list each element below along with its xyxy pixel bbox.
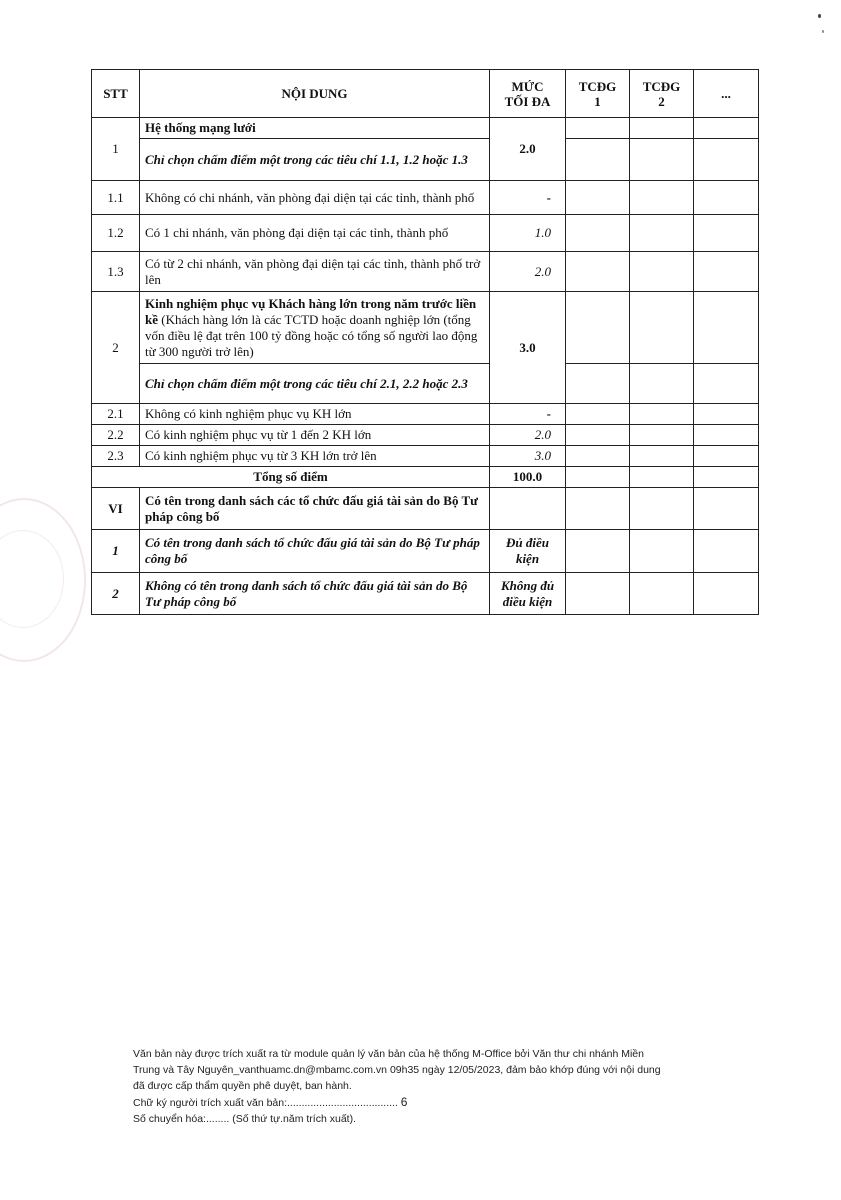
row-max-score: - (490, 181, 566, 215)
eval-2-cell (630, 425, 694, 446)
table-row (92, 364, 759, 404)
more-cell (694, 404, 759, 425)
row-content: Có tên trong danh sách tổ chức đấu giá tài sản do Bộ Tư pháp công bố (140, 530, 490, 573)
footer-line: Trung và Tây Nguyên_vanthuamc.dn@mbamc.com.vn 09h35 ngày 12/05/2023, đảm bảo khớp đúng với nội dung (133, 1064, 661, 1076)
footer-line: Số chuyển hóa:........ (Số thứ tự.năm trích xuất). (133, 1113, 356, 1125)
table-row (92, 404, 759, 425)
more-cell (694, 181, 759, 215)
eval-2-cell (630, 530, 694, 573)
more-cell (694, 292, 759, 364)
table-row (92, 252, 759, 292)
table-row (92, 139, 759, 181)
more-cell (694, 446, 759, 467)
row-content: Có từ 2 chi nhánh, văn phòng đại diện tại các tỉnh, thành phố trở lên (140, 252, 490, 292)
header-max-score: MỨC TỐI ĐA (490, 70, 566, 118)
more-cell (694, 488, 759, 530)
eval-2-cell (630, 404, 694, 425)
table-row (92, 215, 759, 252)
page-number: 6 (400, 1095, 408, 1109)
eval-2-cell (630, 292, 694, 364)
footer-line: Văn bản này được trích xuất ra từ module quản lý văn bản của hệ thống M-Office bởi Văn thư chi nhánh Miền (133, 1048, 644, 1060)
total-row (92, 467, 759, 488)
row-max-score: Không đủ điều kiện (490, 573, 566, 615)
row-max-score: 2.0 (490, 425, 566, 446)
row-max-score: 3.0 (490, 446, 566, 467)
row-stt: 2 (92, 292, 140, 404)
header-content: NỘI DUNG (140, 70, 490, 118)
eval-1-cell (566, 530, 630, 573)
table-row (92, 446, 759, 467)
header-eval-1: TCĐG 1 (566, 70, 630, 118)
row-max-score: 1.0 (490, 215, 566, 252)
table-row (92, 292, 759, 364)
table-row (92, 488, 759, 530)
eval-1-cell (566, 215, 630, 252)
table-row (92, 530, 759, 573)
footer-signature-line (133, 1094, 733, 1111)
more-cell (694, 139, 759, 181)
eval-1-cell (566, 404, 630, 425)
scan-speck (822, 30, 824, 33)
more-cell (694, 118, 759, 139)
eval-1-cell (566, 425, 630, 446)
row-section-description: (Khách hàng lớn là các TCTD hoặc doanh nghiệp lớn (tổng vốn điều lệ đạt trên 100 tỷ đồng hoặc có tổng số người lao động từ 300 người trở lên) (145, 311, 478, 359)
eval-2-cell (630, 139, 694, 181)
eval-1-cell (566, 573, 630, 615)
row-content: Không có chi nhánh, văn phòng đại diện tại các tỉnh, thành phố (140, 181, 490, 215)
row-content: Có kinh nghiệm phục vụ từ 3 KH lớn trở lên (140, 446, 490, 467)
eval-2-cell (630, 467, 694, 488)
table-row (92, 181, 759, 215)
eval-1-cell (566, 292, 630, 364)
more-cell (694, 530, 759, 573)
row-max-score: 2.0 (490, 118, 566, 181)
row-stt: 1.2 (92, 215, 140, 252)
row-max-score: - (490, 404, 566, 425)
table-header-row (92, 70, 759, 118)
row-stt: 2.1 (92, 404, 140, 425)
eval-1-cell (566, 364, 630, 404)
eval-2-cell (630, 488, 694, 530)
eval-2-cell (630, 364, 694, 404)
eval-1-cell (566, 467, 630, 488)
header-eval-2: TCĐG 2 (630, 70, 694, 118)
more-cell (694, 573, 759, 615)
row-stt: VI (92, 488, 140, 530)
header-more: ... (694, 70, 759, 118)
scan-speck (818, 14, 821, 18)
eval-1-cell (566, 139, 630, 181)
row-section-note: Chỉ chọn chấm điểm một trong các tiêu chí 1.1, 1.2 hoặc 1.3 (140, 139, 490, 181)
eval-2-cell (630, 118, 694, 139)
row-content: Có tên trong danh sách các tổ chức đấu giá tài sản do Bộ Tư pháp công bố (140, 488, 490, 530)
row-stt: 1.1 (92, 181, 140, 215)
row-content: Có kinh nghiệm phục vụ từ 1 đến 2 KH lớn (140, 425, 490, 446)
scoring-table (91, 69, 759, 615)
total-max-score: 100.0 (490, 467, 566, 488)
table-row (92, 425, 759, 446)
more-cell (694, 215, 759, 252)
row-stt: 1 (92, 118, 140, 181)
header-stt: STT (92, 70, 140, 118)
row-max-score: 3.0 (490, 292, 566, 404)
row-max-score (490, 488, 566, 530)
eval-1-cell (566, 181, 630, 215)
row-content: Không có tên trong danh sách tổ chức đấu giá tài sản do Bộ Tư pháp công bố (140, 573, 490, 615)
row-stt: 2 (92, 573, 140, 615)
more-cell (694, 252, 759, 292)
row-section-note: Chỉ chọn chấm điểm một trong các tiêu chí 2.1, 2.2 hoặc 2.3 (140, 364, 490, 404)
eval-2-cell (630, 446, 694, 467)
row-section-title: Kinh nghiệm phục vụ Khách hàng lớn trong năm trước liền kề (145, 295, 477, 327)
row-max-score: Đủ điều kiện (490, 530, 566, 573)
eval-1-cell (566, 118, 630, 139)
row-stt: 1 (92, 530, 140, 573)
eval-2-cell (630, 215, 694, 252)
total-label: Tổng số điểm (92, 467, 490, 488)
eval-1-cell (566, 488, 630, 530)
footer-line: đã được cấp thẩm quyền phê duyệt, ban hành. (133, 1080, 352, 1092)
eval-2-cell (630, 181, 694, 215)
row-max-score: 2.0 (490, 252, 566, 292)
eval-1-cell (566, 446, 630, 467)
more-cell (694, 364, 759, 404)
row-section-title: Hệ thống mạng lưới (140, 118, 490, 139)
signature-label: Chữ ký người trích xuất văn bản:...................................... (133, 1097, 398, 1109)
more-cell (694, 425, 759, 446)
row-stt: 2.3 (92, 446, 140, 467)
eval-1-cell (566, 252, 630, 292)
table-row (92, 118, 759, 139)
eval-2-cell (630, 252, 694, 292)
more-cell (694, 467, 759, 488)
eval-2-cell (630, 573, 694, 615)
row-content: Có 1 chi nhánh, văn phòng đại diện tại các tỉnh, thành phố (140, 215, 490, 252)
row-content: Không có kinh nghiệm phục vụ KH lớn (140, 404, 490, 425)
extraction-footer (133, 1046, 733, 1127)
row-stt: 2.2 (92, 425, 140, 446)
table-row (92, 573, 759, 615)
row-section-title-block (140, 292, 490, 364)
row-stt: 1.3 (92, 252, 140, 292)
